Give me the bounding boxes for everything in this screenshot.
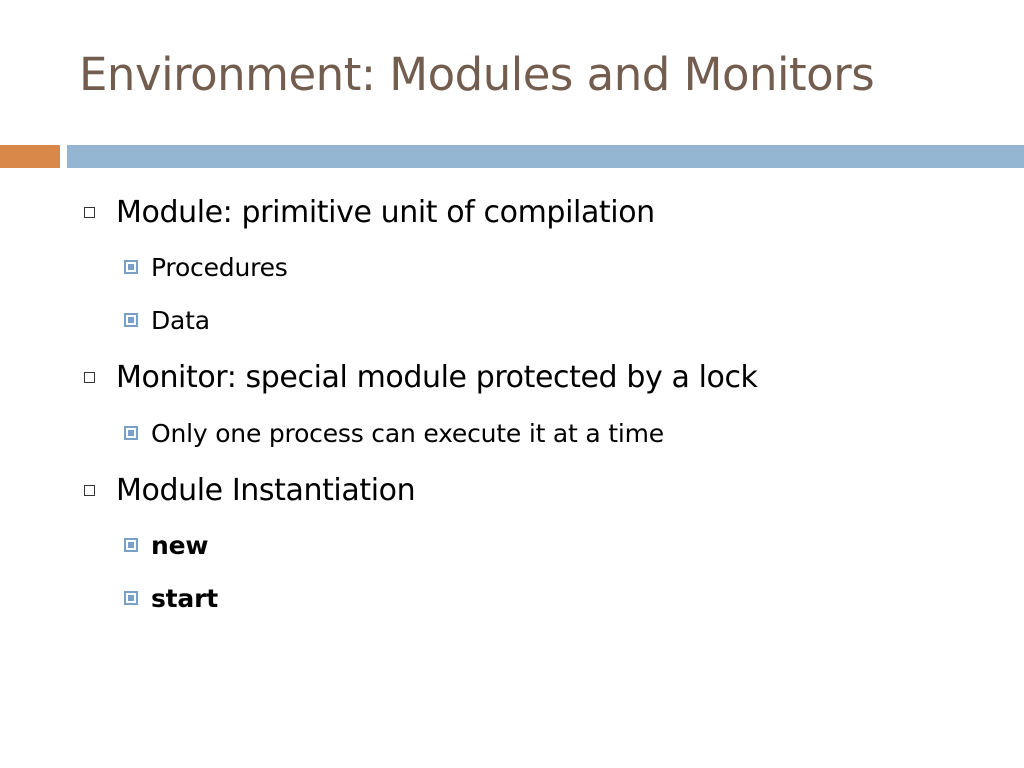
sub-bullet-text: start [151, 583, 218, 613]
filled-square-bullet-icon [124, 538, 138, 552]
sub-bullet-text: Data [151, 305, 210, 335]
bullet-module-instantiation [84, 470, 415, 510]
bullet-text: Module Instantiation [116, 472, 416, 508]
open-square-bullet-icon [84, 207, 95, 218]
filled-square-bullet-icon [124, 426, 138, 440]
filled-square-bullet-icon [124, 313, 138, 327]
open-square-bullet-icon [84, 485, 95, 496]
sub-bullet-procedures [124, 250, 288, 284]
sub-bullet-start [124, 581, 218, 615]
bullet-text: Monitor: special module protected by a lock [116, 359, 758, 395]
slide-title: Environment: Modules and Monitors [79, 48, 875, 101]
sub-bullet-only-one-process [124, 416, 664, 450]
filled-square-bullet-icon [124, 260, 138, 274]
bullet-monitor [84, 357, 758, 397]
bullet-text: Module: primitive unit of compilation [116, 194, 655, 230]
sub-bullet-text: Only one process can execute it at a time [151, 418, 664, 448]
open-square-bullet-icon [84, 372, 95, 383]
sub-bullet-text: new [151, 530, 209, 560]
sub-bullet-data [124, 303, 210, 337]
filled-square-bullet-icon [124, 591, 138, 605]
sub-bullet-text: Procedures [151, 252, 288, 282]
bullet-module [84, 192, 655, 232]
sub-bullet-new [124, 528, 208, 562]
